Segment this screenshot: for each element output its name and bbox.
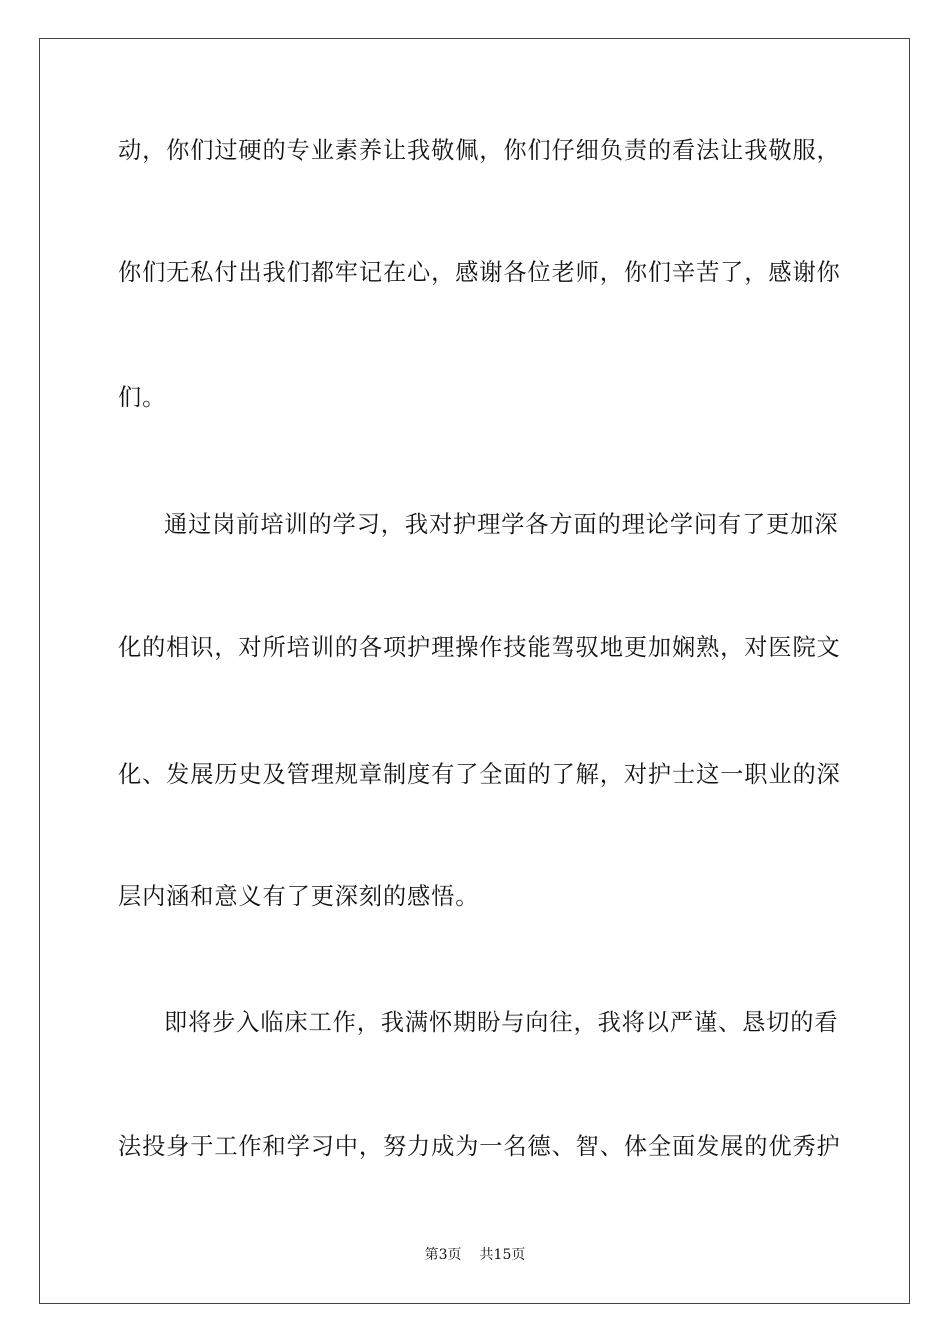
paragraph-start-line: 即将步入临床工作，我满怀期盼与向往，我将以严谨、恳切的看 bbox=[164, 1009, 839, 1036]
text-line: 们。 bbox=[118, 384, 167, 411]
paragraph-start-line: 通过岗前培训的学习，我对护理学各方面的理论学问有了更加深 bbox=[164, 511, 839, 538]
text-line: 化、发展历史及管理规章制度有了全面的了解，对护士这一职业的深 bbox=[118, 761, 841, 788]
page-number: 第3页 bbox=[424, 1247, 462, 1263]
text-line: 层内涵和意义有了更深刻的感悟。 bbox=[118, 883, 480, 910]
text-line: 化的相识，对所培训的各项护理操作技能驾驭地更加娴熟，对医院文 bbox=[118, 634, 841, 661]
page-total: 共15页 bbox=[479, 1247, 526, 1263]
page-border bbox=[39, 38, 910, 1304]
text-line: 你们无私付出我们都牢记在心，感谢各位老师，你们辛苦了，感谢你 bbox=[118, 259, 841, 286]
text-line: 法投身于工作和学习中，努力成为一名德、智、体全面发展的优秀护 bbox=[118, 1133, 841, 1160]
page-footer bbox=[0, 1245, 950, 1265]
text-line: 动，你们过硬的专业素养让我敬佩，你们仔细负责的看法让我敬服， bbox=[118, 137, 841, 164]
